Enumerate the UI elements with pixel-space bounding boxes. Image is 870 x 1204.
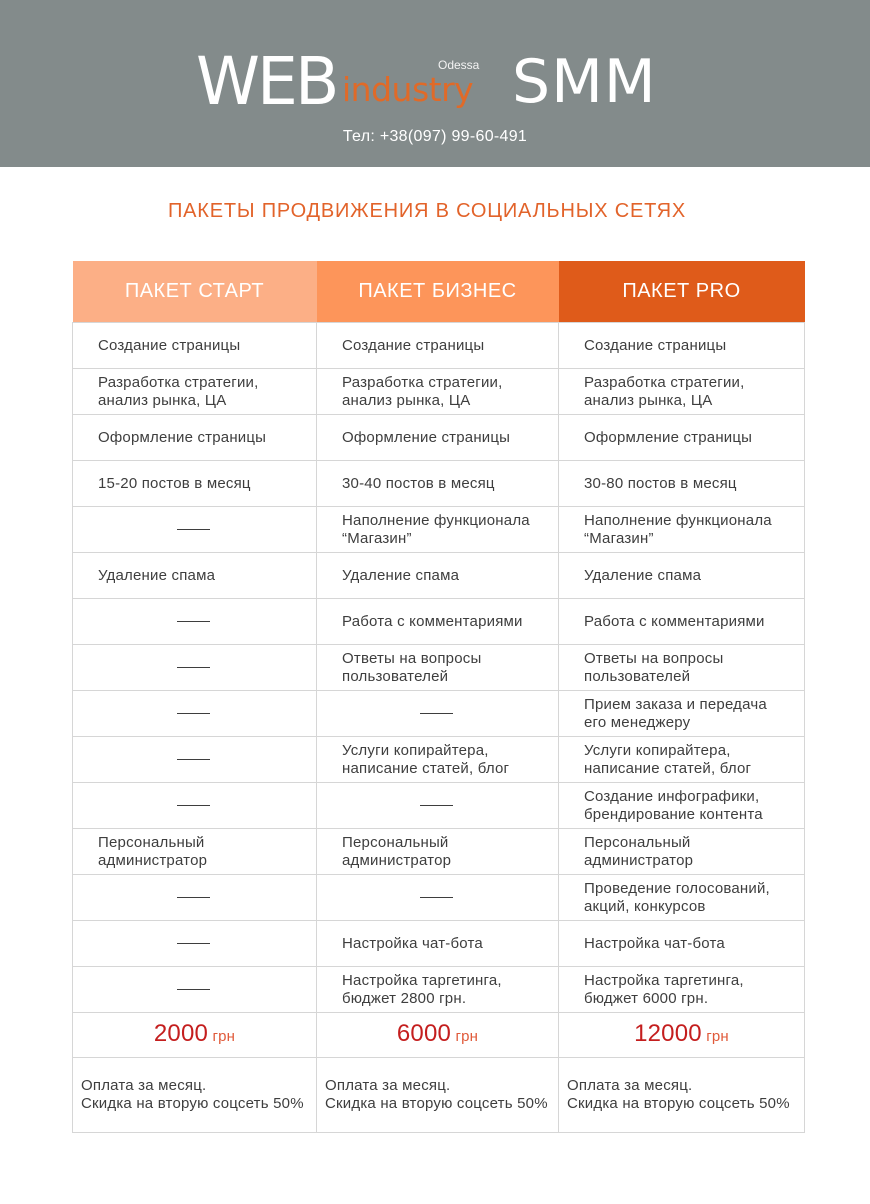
- feature-cell: [559, 415, 805, 461]
- feature-cell: [317, 737, 559, 783]
- feature-cell: [317, 553, 559, 599]
- feature-text: Создание страницы: [584, 336, 727, 354]
- feature-not-included: [73, 691, 317, 737]
- feature-not-included: [317, 691, 559, 737]
- dash-mark: [420, 805, 453, 806]
- feature-text: Разработка стратегии, анализ рынка, ЦА: [342, 373, 503, 409]
- feature-row: [73, 921, 805, 967]
- price-value: 6000: [396, 1019, 452, 1047]
- price-pro: [559, 1013, 805, 1058]
- features-body: [73, 323, 805, 1013]
- feature-cell: [317, 921, 559, 967]
- feature-text: Разработка стратегии, анализ рынка, ЦА: [98, 373, 259, 409]
- feature-text: Создание страницы: [98, 336, 241, 354]
- dash-mark: [177, 667, 210, 668]
- dash-mark: [177, 897, 210, 898]
- feature-text: Прием заказа и передача его менеджеру: [584, 695, 767, 731]
- feature-not-included: [317, 875, 559, 921]
- feature-text: Услуги копирайтера, написание статей, блог: [342, 741, 510, 777]
- feature-row: [73, 783, 805, 829]
- feature-text: Настройка чат-бота: [584, 934, 725, 952]
- price-currency: грн: [212, 1027, 236, 1045]
- feature-text: Настройка чат-бота: [342, 934, 483, 952]
- feature-cell: [559, 461, 805, 507]
- feature-row: [73, 461, 805, 507]
- feature-cell: [559, 645, 805, 691]
- feature-cell: [317, 415, 559, 461]
- feature-row: [73, 691, 805, 737]
- note-row: [73, 1058, 805, 1133]
- feature-cell: [559, 323, 805, 369]
- feature-row: [73, 875, 805, 921]
- feature-cell: [73, 553, 317, 599]
- feature-text: Ответы на вопросы пользователей: [584, 649, 724, 685]
- feature-text: Работа с комментариями: [342, 612, 523, 630]
- feature-row: [73, 369, 805, 415]
- feature-text: Ответы на вопросы пользователей: [342, 649, 482, 685]
- packages-table: [72, 261, 805, 1133]
- price-start: [73, 1013, 317, 1058]
- feature-text: Проведение голосований, акций, конкурсов: [584, 879, 770, 915]
- feature-not-included: [73, 783, 317, 829]
- feature-text: Настройка таргетинга, бюджет 6000 грн.: [584, 971, 744, 1007]
- dash-mark: [177, 713, 210, 714]
- feature-text: 15-20 постов в месяц: [98, 474, 251, 492]
- price-row: [73, 1013, 805, 1058]
- dash-mark: [177, 529, 210, 530]
- note-pro: [559, 1058, 805, 1133]
- feature-cell: [73, 829, 317, 875]
- price-currency: грн: [706, 1027, 729, 1045]
- feature-row: [73, 323, 805, 369]
- phone-number: Тел: +38(097) 99-60-491: [342, 128, 528, 145]
- logo-web-text: WEB: [196, 43, 337, 120]
- feature-cell: [317, 323, 559, 369]
- feature-row: [73, 415, 805, 461]
- feature-row: [73, 599, 805, 645]
- dash-mark: [177, 805, 210, 806]
- note-start: [73, 1058, 317, 1133]
- feature-text: Оформление страницы: [584, 428, 753, 446]
- feature-text: 30-80 постов в месяц: [584, 474, 737, 492]
- feature-text: Наполнение функционала “Магазин”: [584, 511, 772, 547]
- price-value: 12000: [634, 1019, 702, 1047]
- feature-text: Удаление спама: [584, 566, 702, 584]
- feature-not-included: [317, 783, 559, 829]
- dash-mark: [420, 713, 453, 714]
- feature-cell: [73, 461, 317, 507]
- feature-row: [73, 829, 805, 875]
- feature-cell: [559, 737, 805, 783]
- feature-text: Удаление спама: [98, 566, 216, 584]
- feature-cell: [317, 829, 559, 875]
- page-title: ПАКЕТЫ ПРОДВИЖЕНИЯ В СОЦИАЛЬНЫХ СЕТЯХ: [167, 200, 687, 222]
- feature-cell: [73, 415, 317, 461]
- feature-not-included: [73, 921, 317, 967]
- feature-text: 30-40 постов в месяц: [342, 474, 495, 492]
- dash-mark: [177, 943, 210, 944]
- logo-smm-text: SMM: [512, 47, 657, 117]
- feature-row: [73, 553, 805, 599]
- feature-cell: [317, 461, 559, 507]
- feature-cell: [559, 921, 805, 967]
- feature-text: Оформление страницы: [342, 428, 511, 446]
- package-business-header: ПАКЕТ БИЗНЕС: [317, 261, 559, 323]
- feature-text: Услуги копирайтера, написание статей, блог: [584, 741, 752, 777]
- feature-text: Наполнение функционала “Магазин”: [342, 511, 530, 547]
- dash-mark: [420, 897, 453, 898]
- note-business: [317, 1058, 559, 1133]
- feature-not-included: [73, 737, 317, 783]
- dash-mark: [177, 621, 210, 622]
- feature-cell: [559, 507, 805, 553]
- price-value: 2000: [153, 1019, 209, 1047]
- note-text: Оплата за месяц. Скидка на вторую соцсеть 50%: [81, 1077, 304, 1112]
- feature-text: Работа с комментариями: [584, 612, 765, 630]
- logo-city-text: Odessa: [438, 58, 480, 72]
- feature-cell: [73, 369, 317, 415]
- feature-cell: [559, 829, 805, 875]
- feature-text: Удаление спама: [342, 566, 460, 584]
- feature-not-included: [73, 507, 317, 553]
- feature-not-included: [73, 875, 317, 921]
- feature-text: Настройка таргетинга, бюджет 2800 грн.: [342, 971, 502, 1007]
- feature-text: Персональный администратор: [584, 833, 694, 869]
- note-text: Оплата за месяц. Скидка на вторую соцсеть 50%: [567, 1077, 790, 1112]
- feature-cell: [73, 323, 317, 369]
- note-text: Оплата за месяц. Скидка на вторую соцсеть 50%: [325, 1077, 548, 1112]
- feature-row: [73, 645, 805, 691]
- feature-cell: [317, 507, 559, 553]
- price-business: [317, 1013, 559, 1058]
- feature-not-included: [73, 645, 317, 691]
- package-start-header: ПАКЕТ СТАРТ: [73, 261, 317, 323]
- price-currency: грн: [455, 1027, 479, 1045]
- feature-text: Разработка стратегии, анализ рынка, ЦА: [584, 373, 745, 409]
- feature-text: Персональный администратор: [342, 833, 452, 869]
- feature-cell: [559, 369, 805, 415]
- feature-cell: [559, 553, 805, 599]
- packages-header-row: [73, 261, 805, 323]
- feature-text: Оформление страницы: [98, 428, 267, 446]
- feature-not-included: [73, 967, 317, 1013]
- package-pro-header: ПАКЕТ PRO: [559, 261, 805, 323]
- feature-cell: [559, 967, 805, 1013]
- feature-cell: [559, 875, 805, 921]
- feature-row: [73, 507, 805, 553]
- feature-row: [73, 967, 805, 1013]
- dash-mark: [177, 989, 210, 990]
- feature-row: [73, 737, 805, 783]
- feature-text: Персональный администратор: [98, 833, 208, 869]
- feature-text: Создание страницы: [342, 336, 485, 354]
- feature-cell: [559, 783, 805, 829]
- header-banner: [0, 0, 870, 167]
- dash-mark: [177, 759, 210, 760]
- feature-cell: [317, 967, 559, 1013]
- feature-cell: [317, 599, 559, 645]
- feature-cell: [559, 691, 805, 737]
- feature-not-included: [73, 599, 317, 645]
- feature-text: Создание инфографики, брендирование контента: [584, 787, 763, 823]
- feature-cell: [559, 599, 805, 645]
- feature-cell: [317, 369, 559, 415]
- feature-cell: [317, 645, 559, 691]
- logo-industry-text: industry: [342, 70, 474, 109]
